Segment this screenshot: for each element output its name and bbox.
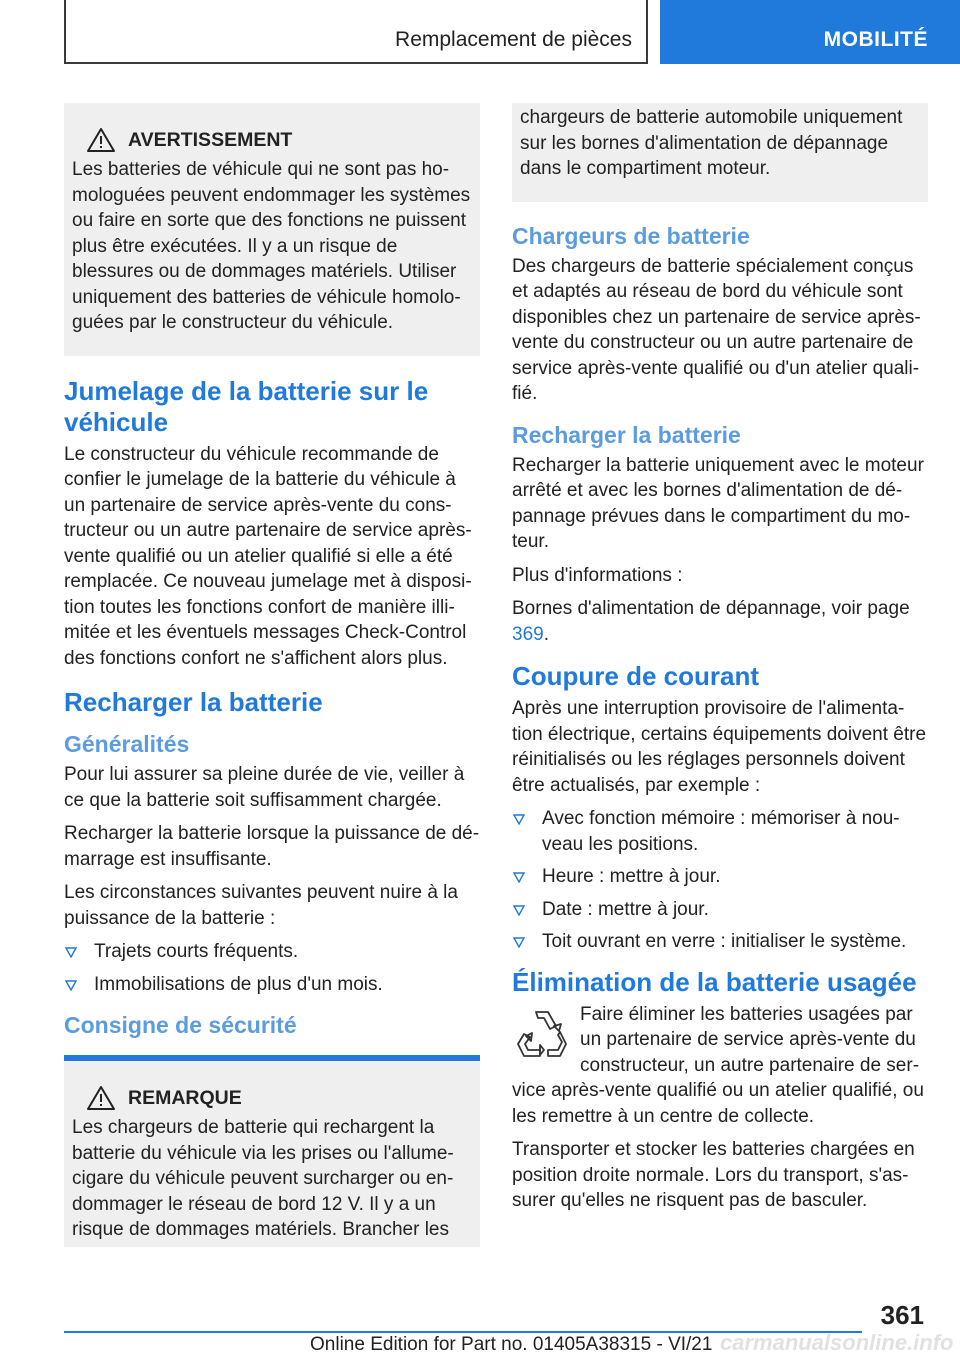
more-info-label: Plus d'informations : <box>512 564 683 586</box>
left-column <box>64 103 480 1267</box>
warning-triangle-icon <box>86 1085 116 1111</box>
recycle-icon <box>514 1006 570 1066</box>
header-chapter-title: MOBILITÉ <box>823 28 928 51</box>
battery-circumstances-list <box>64 939 480 997</box>
disposal-text-2: Transporter et stocker les batteries chargées en position droite normale. Lors du transport, s'assurer qu'elles ne risquent pas de basculer. <box>512 1139 915 1211</box>
list-item-text: Avec fonction mémoire : mémoriser à nouveau les positions. <box>542 808 900 855</box>
page-link-369[interactable]: 369 <box>512 623 544 645</box>
warning-text: Les batteries de véhicule qui ne sont pas homologuées peuvent endommager les systèmes ou faire en sorte que des fonctions ne puissent plus être exécutées. Il y a un risque de blessures ou de dommages matériels. Utiliser uniquement des batteries de véhicule homologuées par le constructeur du véhicule. <box>72 159 471 333</box>
reference-text: Bornes d'alimentation de dépannage, voir page <box>512 598 910 619</box>
page-number: 361 <box>880 1300 924 1330</box>
general-heading: Généralités <box>64 731 190 757</box>
power-text: Après une interruption provisoire de l'alimentation électrique, certains équipements doivent être réinitialisés ou les réglages personnels doivent être actualisés, par exemple : <box>512 698 927 796</box>
footer-edition: Online Edition for Part no. 01405A38315 - VI/21 <box>310 1334 713 1355</box>
disposal-text: Faire éliminer les batteries usagées par un partenaire de service après-vente du constructeur, un autre partenaire de service après-vente qualifié ou un atelier qualifié, ou les remettre à un centre de collecte. <box>512 1003 924 1127</box>
note-title: REMARQUE <box>128 1086 242 1109</box>
list-item <box>64 939 480 965</box>
list-item <box>512 929 928 955</box>
warning-triangle-icon <box>86 127 116 153</box>
header-section-box <box>64 0 648 64</box>
note-box-continued <box>512 103 928 202</box>
list-item <box>512 864 928 890</box>
triangle-bullet-icon <box>513 904 525 916</box>
reset-items-list <box>512 806 928 955</box>
chargers-text: Des chargeurs de batterie spécialement conçus et adaptés au réseau de bord du véhicule sont disponibles chez un partenaire de service après-vente du constructeur ou un autre partenaire de service après-vente qualifié ou d'un atelier qualifié. <box>512 255 921 404</box>
list-item-text: Date : mettre à jour. <box>542 898 709 920</box>
triangle-bullet-icon <box>65 979 77 991</box>
chargers-heading: Chargeurs de batterie <box>512 222 750 249</box>
warning-title: AVERTISSEMENT <box>128 128 293 151</box>
list-item-text: Immobilisations de plus d'un mois. <box>94 973 383 995</box>
general-p2: Recharger la batterie lorsque la puissance de démarrage est insuffisante. <box>64 823 480 870</box>
header-section-title: Remplacement de pièces <box>395 28 632 51</box>
list-item <box>512 806 928 857</box>
reference-end: . <box>543 623 549 645</box>
list-item <box>512 897 928 923</box>
charge-heading: Recharger la batterie <box>64 687 323 717</box>
right-column <box>512 103 928 1222</box>
pairing-text: Le constructeur du véhicule recommande de confier le jumelage de la batterie du véhicule à un partenaire de service après-vente du constructeur ou un autre partenaire de service après-vente qualifié ou un atelier qualifié si elle a été remplacée. Ce nouveau jumelage met à disposition toutes les fonctions confort de manière illimitée et les éventuels messages Check-Control des fonctions confort ne s'affichent alors plus. <box>64 443 472 669</box>
list-item-text: Heure : mettre à jour. <box>542 866 721 887</box>
recharge-text: Recharger la batterie uniquement avec le moteur arrêté et avec les bornes d'alimentation de dépannage prévues dans le compartiment du moteur. <box>512 454 924 552</box>
list-item-text: Toit ouvrant en verre : initialiser le système. <box>542 931 907 952</box>
watermark: carmanualsonline.info <box>720 1330 954 1355</box>
triangle-bullet-icon <box>65 946 77 958</box>
general-p1: Pour lui assurer sa pleine durée de vie, veiller à ce que la batterie soit suffisamment chargée. <box>64 764 465 811</box>
warning-box <box>64 103 480 356</box>
general-p3: Les circonstances suivantes peuvent nuire à la puissance de la batterie : <box>64 882 458 929</box>
note-text: Les chargeurs de batterie qui rechargent la batterie du véhicule via les prises ou l'allume-cigare du véhicule peuvent surcharger ou endommager le réseau de bord 12 V. Il y a un risque de dommages matériels. Brancher les <box>72 1117 454 1240</box>
triangle-bullet-icon <box>513 936 525 948</box>
note-box <box>64 1055 480 1247</box>
triangle-bullet-icon <box>513 871 525 883</box>
triangle-bullet-icon <box>513 813 525 825</box>
warning-title-row <box>72 127 472 153</box>
recharge-heading: Recharger la batterie <box>512 421 741 448</box>
disposal-block <box>512 1002 928 1130</box>
header-chapter-tab[interactable] <box>660 0 960 64</box>
cross-reference <box>512 596 928 647</box>
power-heading: Coupure de courant <box>512 661 760 691</box>
list-item <box>64 972 480 998</box>
pairing-heading: Jumelage de la batterie sur le véhicule <box>64 375 429 437</box>
disposal-heading: Élimination de la batterie usagée <box>512 966 917 997</box>
note-title-row <box>72 1085 472 1111</box>
safety-heading: Consigne de sécurité <box>64 1012 297 1038</box>
note-continued-text: chargeurs de batterie automobile uniquement sur les bornes d'alimentation de dépannage dans le compartiment moteur. <box>520 107 903 179</box>
list-item-text: Trajets courts fréquents. <box>94 941 299 962</box>
